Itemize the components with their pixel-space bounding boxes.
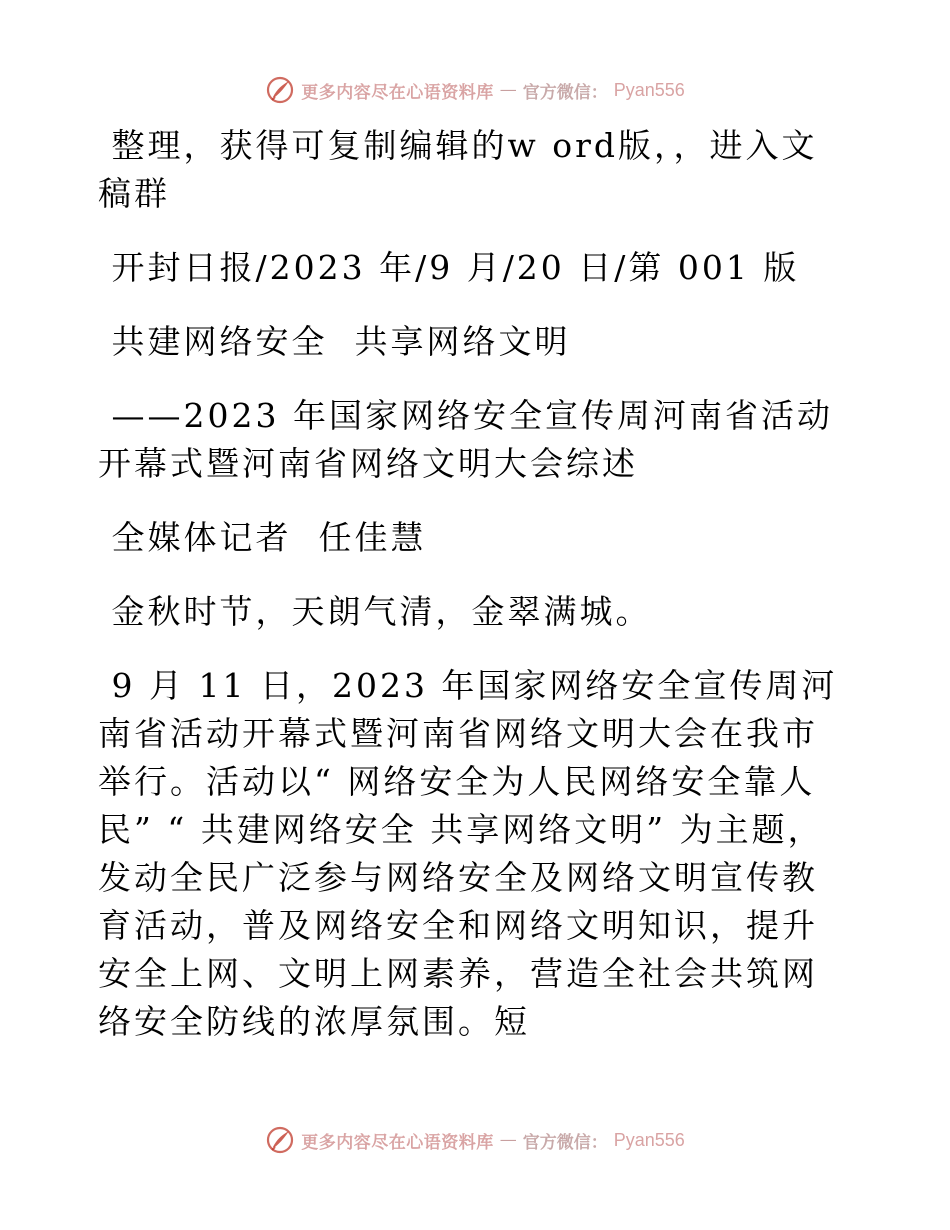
paragraph-byline: 全媒体记者 任佳慧 <box>98 518 427 557</box>
watermark-text: 更多内容尽在心语资料库 <box>301 1132 494 1153</box>
paragraph-headline: 共建网络安全 共享网络文明 <box>98 322 571 361</box>
quill-logo-icon <box>265 75 295 105</box>
watermark-official-label: 官方微信： <box>522 1132 608 1153</box>
paragraph-body: 9 月 11 日，2023 年国家网络安全宣传周河南省活动开幕式暨河南省网络文明大会在我市举行。活动以“ 网络安全为人民网络安全靠人民” “ 共建网络安全 共享网络文明” 为主题，发动全民广泛参与网络安全及网络文明宣传教育活动，普及网络安全和网络文明知识，提升安全上网、文明上网素养，营造全社会共筑网络安全防线的浓厚氛围。短 <box>98 666 838 1041</box>
header-watermark <box>0 70 950 110</box>
watermark-id: Pyan556 <box>613 1129 685 1150</box>
quill-logo-icon <box>265 1125 295 1155</box>
watermark-id: Pyan556 <box>613 79 685 100</box>
paragraph-subheadline: ——2023 年国家网络安全宣传周河南省活动开幕式暨河南省网络文明大会综述 <box>98 396 833 483</box>
document-body <box>98 122 850 1072</box>
paragraph-note: 整理，获得可复制编辑的w ord版，，进入文稿群 <box>98 126 818 213</box>
paragraph-lead: 金秋时节，天朗气清，金翠满城。 <box>98 592 652 631</box>
paragraph-source: 开封日报/2023 年/9 月/20 日/第 001 版 <box>98 248 800 287</box>
watermark-separator: — <box>499 1130 517 1150</box>
watermark-official-label: 官方微信： <box>522 82 608 103</box>
watermark-text: 更多内容尽在心语资料库 <box>301 82 494 103</box>
watermark-separator: — <box>499 80 517 100</box>
footer-watermark <box>0 1120 950 1160</box>
